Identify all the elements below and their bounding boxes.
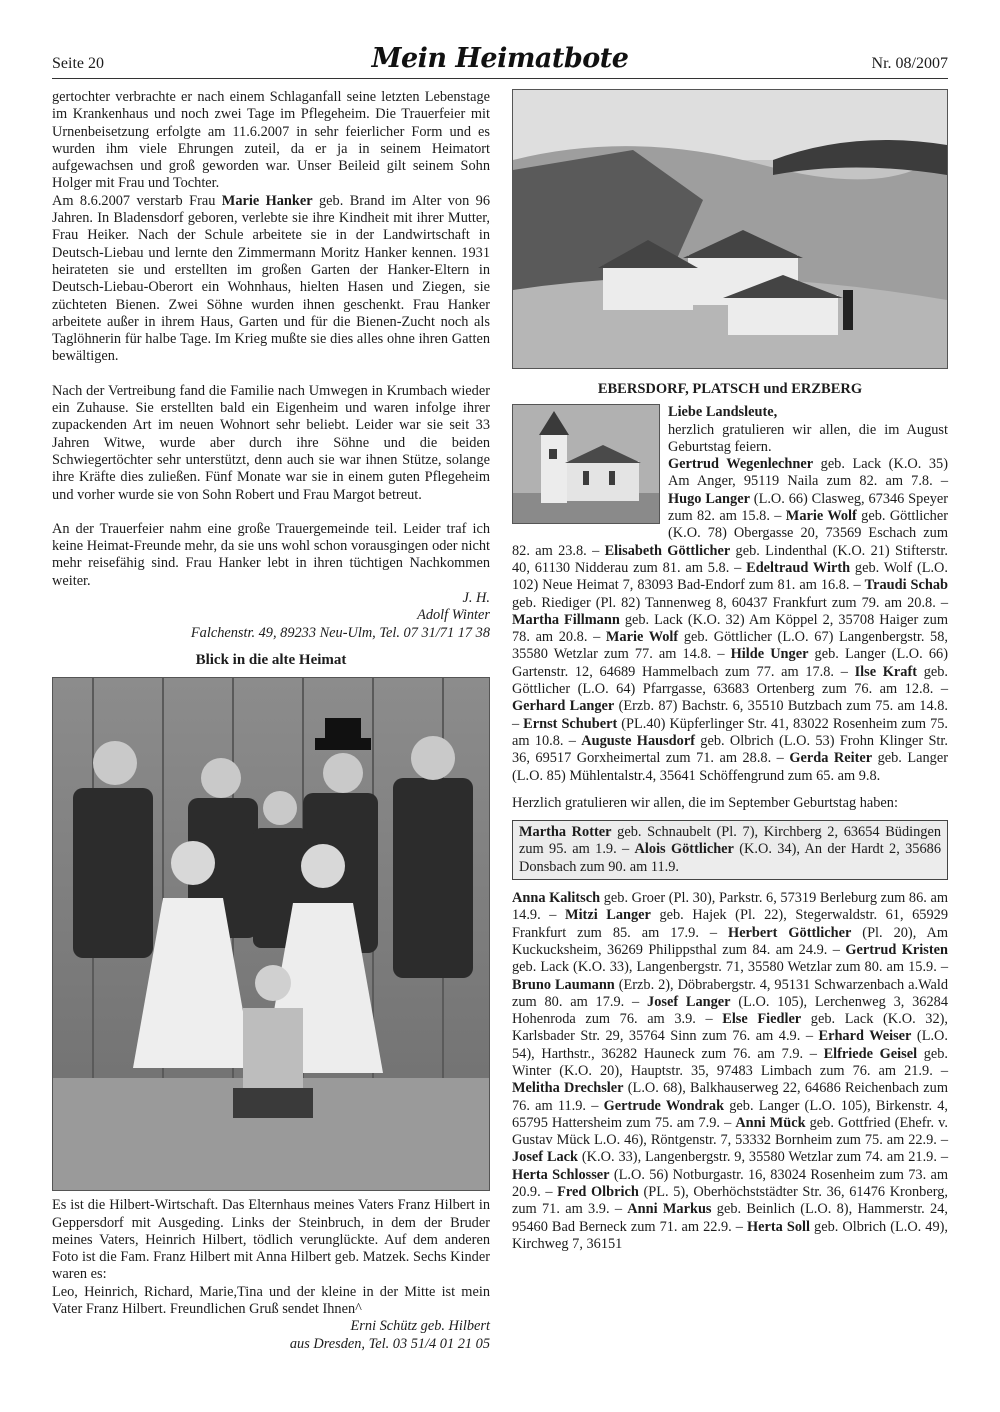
list-item: Marie Wolf geb. Göttlicher (K.O. 78) Obergasse 20, 73569 Eschach zum 82. am 23.8. – xyxy=(512,508,948,559)
list-item: Herta Schlosser (L.O. 56) Notburgastr. 16, 83024 Rosenheim zum 73. am 20.9. – xyxy=(512,1166,948,1201)
author-address: aus Dresden, Tel. 03 51/4 01 21 05 xyxy=(289,1335,490,1352)
paragraph: herzlich gratulieren wir allen, die im August Geburtstag feiern. xyxy=(668,421,948,455)
list-item: Auguste Hausdorf geb. Olbrich (L.O. 53) Frohn Klinger Str. 36, 69517 Gorxheimertal zum 71. am 28.8. – xyxy=(512,732,948,767)
section-heading: Blick in die alte Heimat xyxy=(195,651,347,668)
list-item: Elfriede Geisel geb. Winter (K.O. 20), Hauptstr. 35, 97483 Limbach zum 76. am 21.9. – xyxy=(512,1045,949,1079)
list-item: Alois Göttlicher (K.O. 34), An der Hardt 2, 35686 Donsbach zum 90. am 11.9. xyxy=(519,841,941,875)
page-number: Seite 20 xyxy=(52,55,104,72)
family-photo xyxy=(52,677,490,1191)
paragraph: An der Trauerfeier nahm eine große Trauergemeinde teil. Leider traf ich keine Heimat-Freunde mehr, da sie uns wohl schon vorausgingen oder nicht mehr reisefähig sind. Frau Hanker lebt in ihren tüchtigen Nachkommen weiter. xyxy=(52,520,490,589)
issue-number: Nr. 08/2007 xyxy=(871,55,948,72)
list-item: Fred Olbrich (PL. 5), Oberhöchststädter Str. 36, 61476 Kronberg, zum 71. am 3.9. – xyxy=(512,1184,948,1218)
left-column xyxy=(52,89,490,1353)
list-item: Anni Mück geb. Gottfried (Ehefr. v. Gustav Mück L.O. 46), Röntgenstr. 7, 53332 Bornheim zum 75. am 22.9. – xyxy=(512,1114,948,1149)
section-heading: EBERSDORF, PLATSCH und ERZBERG xyxy=(597,381,863,397)
list-item: Anna Kalitsch geb. Groer (Pl. 30), Parkstr. 6, 57319 Berleburg zum 86. am 14.9. – xyxy=(512,890,948,924)
page-header xyxy=(52,38,948,79)
list-item: Traudi Schab geb. Riediger (Pl. 82) Tannenweg 8, 60437 Frankfurt zum 79. am 20.8. – xyxy=(512,577,948,611)
author-name: Adolf Winter xyxy=(417,607,490,624)
masthead-logo: Mein Heimatbote xyxy=(371,43,629,74)
list-item: Ernst Schubert (PL.40) Küpferlinger Str. 41, 83022 Rosenheim zum 75. am 10.8. – xyxy=(512,715,948,749)
list-item: Bruno Laumann (Erzb. 2), Döbrabergstr. 4, 95131 Schwarzenbach a.Wald zum 80. am 17.9. – xyxy=(512,976,948,1010)
list-item: Gerda Reiter geb. Langer (L.O. 85) Mühlentalstr.4, 35641 Schöffengrund zum 65. am 9.8. xyxy=(512,750,948,784)
paragraph: Herzlich gratulieren wir allen, die im September Geburtstag haben: xyxy=(512,794,898,811)
list-item: Martha Fillmann geb. Lack (K.O. 32) Am Köppel 2, 35708 Haiger zum 78. am 20.8. – xyxy=(512,611,948,646)
list-item: Gertrud Kristen geb. Lack (K.O. 33), Langenbergstr. 71, 35580 Wetzlar zum 80. am 15.9. – xyxy=(512,941,948,976)
list-item: Anni Markus geb. Beinlich (L.O. 8), Hammerstr. 24, 95460 Bad Berneck zum 71. am 22.9. – xyxy=(512,1201,948,1235)
list-item: Hugo Langer (L.O. 66) Clasweg, 67346 Speyer zum 82. am 15.8. – xyxy=(668,490,949,525)
paragraph: Nach der Vertreibung fand die Familie nach Umwegen in Krumbach wieder ein Zuhause. Sie erstellten bald ein Eigenheim und waren infolge ihrer zupackenden Art im neuen Wohnort sehr beliebt. Leider war sie seit 33 Jahren Witwe, wurde aber durch ihre Söhne und die beiden Schwiegertöchter sehr unterstützt, denn auch sie war ihnen Stütze, solange ihre Kräfte dies zuließen. Fünf Monate war sie in einem guten Pflegeheim und vorher wurde sie von Sohn Robert und Frau Margot betreut. xyxy=(52,382,490,503)
list-item: Edeltraud Wirth geb. Wolf (L.O. 102) Neue Heimat 7, 83093 Bad-Endorf zum 81. am 16.8. – xyxy=(512,559,949,594)
list-item: Herta Soll geb. Olbrich (L.O. 49), Kirchweg 7, 36151 xyxy=(512,1218,949,1252)
birthday-list-september xyxy=(512,890,948,1253)
list-item: Hilde Unger geb. Langer (L.O. 66) Gartenstr. 12, 64689 Hammelbach zum 77. am 17.8. – xyxy=(512,646,948,680)
author-initials: J. H. xyxy=(462,590,490,607)
church-photo xyxy=(512,404,660,524)
list-item: Herbert Göttlicher (Pl. 20), Am Kuckucksheim, 36269 Philippsthal zum 84. am 24.9. – xyxy=(512,924,948,958)
list-item: Else Fiedler geb. Lack (K.O. 32), Karlsbader Str. 29, 35764 Sinn zum 76. am 4.9. – xyxy=(512,1011,948,1045)
list-item: Gertrud Wegenlechner geb. Lack (K.O. 35) Am Anger, 95119 Naila zum 82. am 7.8. – xyxy=(668,456,949,490)
person-name: Marie Hanker xyxy=(221,192,313,209)
list-item: Gerhard Langer (Erzb. 87) Bachstr. 6, 35510 Butzbach zum 75. am 14.8. – xyxy=(512,698,948,732)
list-item: Martha Rotter geb. Schnaubelt (Pl. 7), Kirchberg 2, 63654 Büdingen zum 95. am 1.9. – xyxy=(519,824,942,858)
list-item: Ilse Kraft geb. Göttlicher (L.O. 64) Pfarrgasse, 63683 Ortenberg zum 76. am 12.8. – xyxy=(512,663,948,698)
paragraph: gertochter verbrachte er nach einem Schlaganfall seine letzten Lebenstage im Krankenhaus und noch zwei Tage im Pflegeheim. Die Trauerfeier mit Urnenbeisetzung erfolgte am 11.6.2007 in sehr feierlicher Form und es wurden ihm viele Ehrungen zuteil, da er ja in seinem Heimatort aufgewachsen und groß geworden war. Unser Beileid gilt seinem Sohn Holger mit Frau und Tochter. xyxy=(52,89,490,192)
landscape-photo xyxy=(512,89,948,369)
list-item: Melitha Drechsler (L.O. 68), Balkhauserweg 22, 64686 Reichenbach zum 76. am 11.9. – xyxy=(512,1080,948,1114)
right-column xyxy=(512,89,948,1253)
highlight-box xyxy=(512,820,948,880)
list-item: Gertrude Wondrak geb. Langer (L.O. 105), Birkenstr. 4, 65795 Hattersheim zum 75. am 7.9. – xyxy=(512,1097,949,1131)
photo-caption: Leo, Heinrich, Richard, Marie,Tina und der kleine in der Mitte ist mein Vater Franz Hilbert. Freundlichen Gruß sendet Ihnen^ xyxy=(52,1283,490,1317)
list-item: Josef Langer (L.O. 105), Lerchenweg 3, 36284 Hohenroda zum 76. am 3.9. – xyxy=(512,993,948,1028)
paragraph: Am 8.6.2007 verstarb Frau Marie Hanker geb. Brand im Alter von 96 Jahren. In Bladensdorf geboren, verlebte sie ihre Kindheit mit ihrer Mutter, Frau Heiker. Nach der Schule arbeitete sie in der Landwirtschaft in Deutsch-Liebau und lernte den Zimmermann Moritz Hanker kennen. 1931 heirateten sie und erstellten im großen Garten der Hanker-Eltern in Deutsch-Liebau-Oberort ein Wohnhaus, hielten Hasen und Ziegen, sie züchteten Bienen. Zwei Söhne wurden ihnen geschenkt. Frau Hanker arbeitete außer in ihrem Haus, Garten und für die Bienen-Zucht noch als Taglöhnerin für halbe Tage. Im Krieg mußte sie dies alles ohne ihren Gatten bewältigen. xyxy=(52,192,490,365)
author-name: Erni Schütz geb. Hilbert xyxy=(350,1318,490,1335)
list-item: Marie Wolf geb. Göttlicher (L.O. 67) Langenbergstr. 58, 35580 Wetzlar zum 77. am 14.8. – xyxy=(512,629,948,663)
author-address: Falchenstr. 49, 89233 Neu-Ulm, Tel. 07 31/71 17 38 xyxy=(190,624,490,641)
list-item: Josef Lack (K.O. 33), Langenbergstr. 9, 35580 Wetzlar zum 74. am 21.9. – xyxy=(512,1149,948,1166)
list-item: Mitzi Langer geb. Hajek (Pl. 22), Stegerwaldstr. 61, 65929 Frankfurt zum 85. am 17.9. – xyxy=(512,907,948,941)
greeting: Liebe Landsleute, xyxy=(668,404,778,421)
photo-caption: Es ist die Hilbert-Wirtschaft. Das Elternhaus meines Vaters Franz Hilbert in Geppersdorf mit Ausgeding. Links der Steinbruch, in dem der Bruder meines Vaters, Heinrich Hilbert, tödlich verunglückte. Auf dem anderen Foto ist die Fam. Franz Hilbert mit Anna Hilbert geb. Matzek. Sechs Kinder waren es: xyxy=(52,1197,490,1283)
list-item: Elisabeth Göttlicher geb. Lindenthal (K.O. 21) Stifterstr. 40, 61130 Nidderau zum 81. am 5.8. – xyxy=(512,542,948,576)
list-item: Erhard Weiser (L.O. 54), Harthstr., 36282 Hauneck zum 76. am 7.9. – xyxy=(512,1028,949,1062)
